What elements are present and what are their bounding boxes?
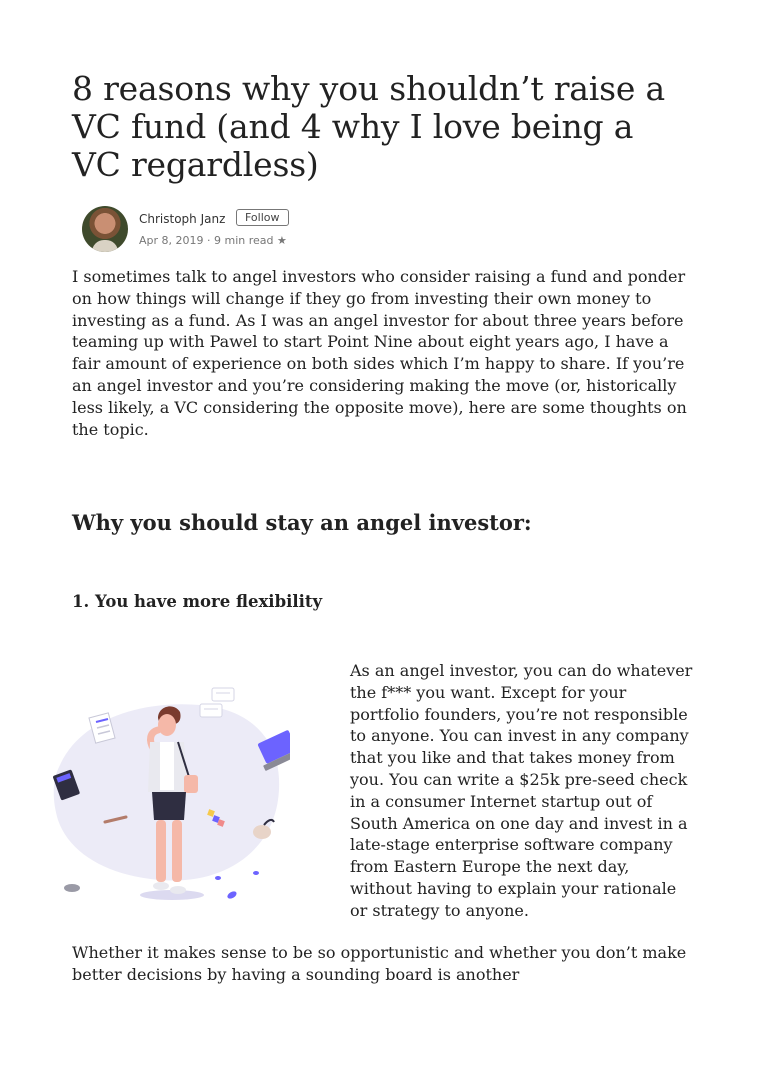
follow-button[interactable]: Follow xyxy=(236,209,289,226)
star-icon: ★ xyxy=(277,234,287,247)
article-header xyxy=(72,70,692,440)
leaf-icon xyxy=(215,876,221,880)
author-name[interactable]: Christoph Janz xyxy=(139,212,226,226)
flexibility-paragraph: As an angel investor, you can do whatever the f*** you want. Except for your portfolio founders, you’re not responsible to anyone. You can invest in any company that you like and that takes money from you. You can write a $25k pre-seed check in a consumer Internet startup out of South America on one day and invest in a late-stage enterprise software company from Eastern Europe the next day, without having to explain your rationale or strategy to anyone. xyxy=(350,661,693,920)
subheading-flexibility: 1. You have more flexibility xyxy=(72,592,323,611)
leaf-icon xyxy=(253,871,259,875)
publish-date-read-time: Apr 8, 2019 · 9 min read xyxy=(139,234,274,247)
investor-illustration xyxy=(50,680,290,910)
section-heading: Why you should stay an angel investor: xyxy=(72,510,532,535)
avatar-shirt xyxy=(92,240,118,252)
article-title: 8 reasons why you shouldn’t raise a VC fund (and 4 why I love being a VC regardless) xyxy=(72,69,665,184)
intro-paragraph: I sometimes talk to angel investors who consider raising a fund and ponder on how things will change if they go from investing their own money to investing as a fund. As I was an angel investor for about three years before teaming up with Pawel to start Point Nine about eight years ago, I have a fair amount of experience on both sides which I’m happy to share. If you’re an angel investor and you’re considering making the move (or, historically less likely, a VC considering the opposite move), here are some thoughts on the topic. xyxy=(72,267,687,439)
rock-icon xyxy=(64,884,80,892)
continuation-paragraph: Whether it makes sense to be so opportunistic and whether you don’t make better decisions by having a sounding board is another xyxy=(72,943,687,984)
author-row xyxy=(72,206,692,262)
article-meta xyxy=(139,234,287,247)
leaf-icon xyxy=(226,890,238,900)
author-avatar[interactable] xyxy=(82,206,128,252)
